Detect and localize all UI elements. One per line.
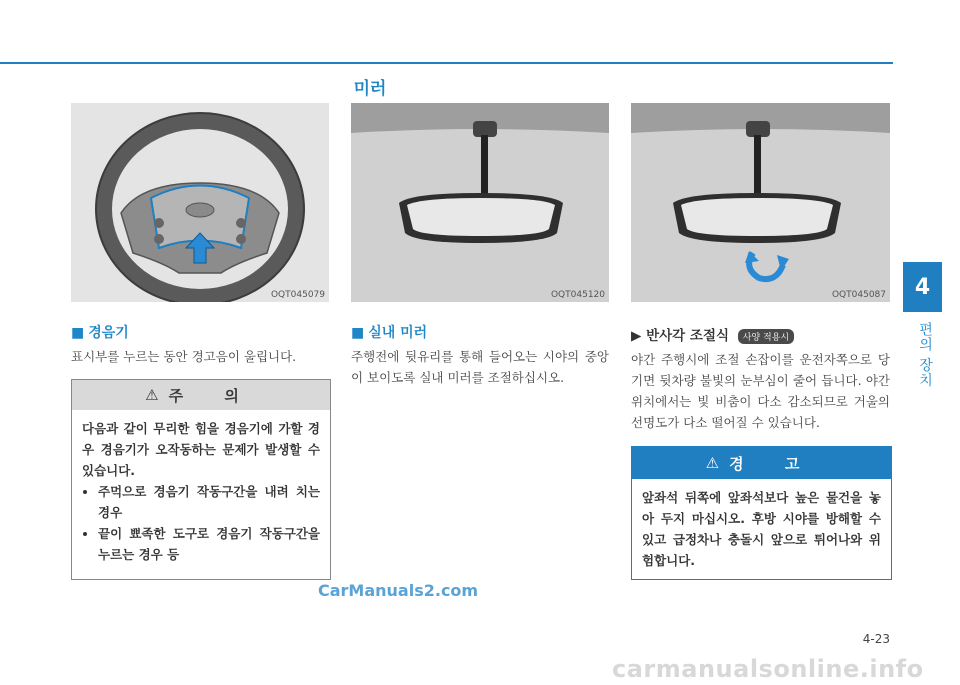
interior-mirror-heading: ■ 실내 미러: [351, 325, 428, 341]
mirror-adjust-illustration: [631, 103, 890, 302]
caution-list: [82, 481, 320, 565]
warning-body: 앞좌석 뒤쪽에 앞좌석보다 높은 물건을 놓아 두지 마십시오. 후방 시야를 방해할 수 있고 급정차나 충돌시 앞으로 튀어나와 위험합니다.: [642, 490, 881, 568]
caution-title: 주 의: [168, 386, 257, 405]
steering-wheel-illustration: [71, 103, 329, 302]
chapter-tab-label: 편의 장치: [917, 322, 933, 388]
steering-wheel-figure: [71, 103, 329, 302]
warning-box: [631, 446, 892, 580]
option-badge: 사양 적용시: [738, 329, 794, 344]
triangle-bullet-icon: ▶: [631, 328, 642, 344]
square-bullet-icon: ■: [71, 325, 85, 341]
square-bullet-icon: ■: [351, 325, 365, 341]
rearview-mirror-illustration: [351, 103, 609, 302]
caution-text: 다음과 같이 무리한 힘을 경음기에 가할 경우 경음기가 오작동하는 문제가 발생할 수 있습니다.: [82, 421, 320, 478]
horn-heading: ■ 경음기: [71, 325, 129, 341]
chapter-tab[interactable]: 4: [903, 262, 942, 312]
anti-glare-heading: ▶ 반사각 조절식 사양 적용시: [631, 324, 794, 344]
caution-body: [72, 410, 330, 573]
figure-code: OQT045120: [550, 290, 605, 300]
rearview-mirror-figure: [351, 103, 609, 302]
horn-text: 표시부를 누르는 동안 경고음이 울립니다.: [71, 349, 297, 364]
top-rule: [0, 62, 893, 64]
warning-triangle-icon: ⚠: [705, 454, 720, 472]
section-title: 미러: [353, 79, 387, 99]
warning-triangle-icon: ⚠: [145, 386, 159, 404]
mirror-adjust-figure: [631, 103, 890, 302]
warning-header: [632, 447, 891, 479]
caution-box: [71, 379, 331, 580]
page-number: 4-23: [862, 632, 890, 646]
list-item: • 주먹으로 경음기 작동구간을 내려 치는 경우: [98, 481, 320, 523]
figure-code: OQT045087: [831, 290, 886, 300]
warning-title: 경 고: [729, 454, 818, 473]
caution-header: [72, 380, 330, 410]
list-item: • 끝이 뾰족한 도구로 경음기 작동구간을 누르는 경우 등: [98, 523, 320, 565]
figure-code: OQT045079: [270, 290, 325, 300]
anti-glare-text: 야간 주행시에 조절 손잡이를 운전자쪽으로 당기면 뒷차량 불빛의 눈부심이 줄어 듭니다. 야간 위치에서는 빛 비춤이 다소 감소되므로 거울의 선명도가 다소 떨어질 수 있습니다.: [631, 352, 890, 430]
interior-mirror-text: 주행전에 뒷유리를 통해 들어오는 시야의 중앙이 보이도록 실내 미러를 조절하십시오.: [351, 349, 609, 385]
site-watermark[interactable]: CarManuals2.com: [318, 581, 479, 600]
footer-watermark: carmanualsonline.info: [612, 655, 924, 683]
